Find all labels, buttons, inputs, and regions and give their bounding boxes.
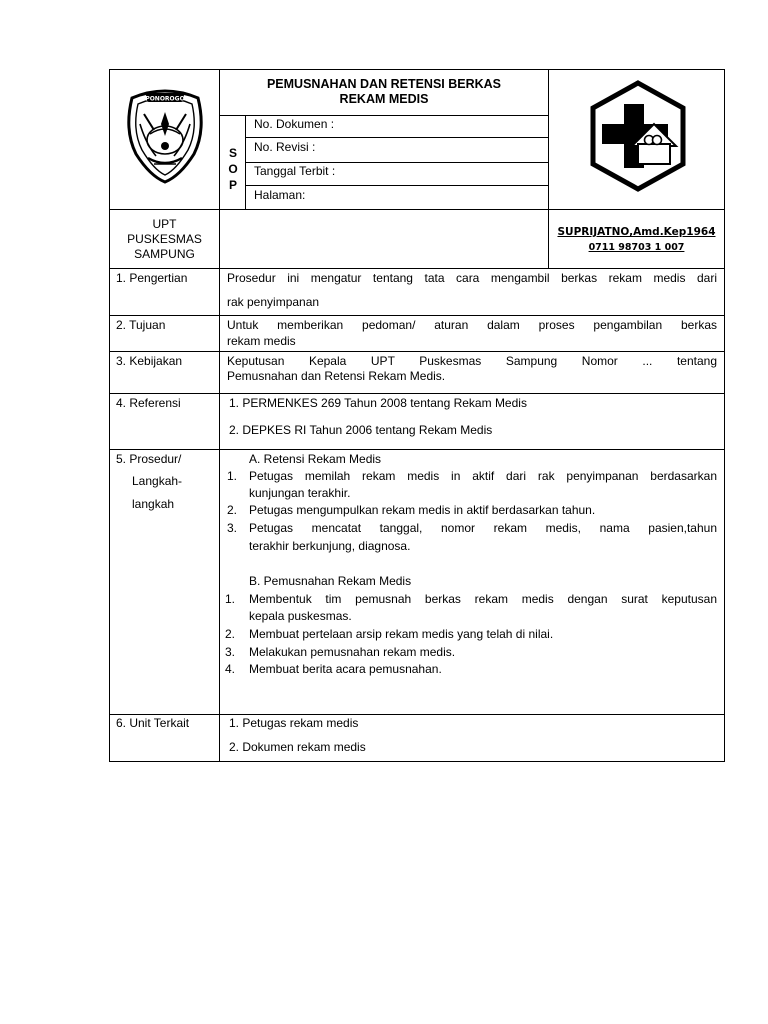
unit-item: 1. Petugas rekam medis <box>229 716 359 730</box>
label-referensi: 4. Referensi <box>116 396 181 410</box>
list-number: 2. <box>225 627 236 641</box>
list-number: 1. <box>225 592 236 606</box>
referensi-item: 2. DEPKES RI Tahun 2006 tentang Rekam Medis <box>229 423 493 437</box>
list-item-text: Membentuk tim pemusnah berkas rekam medis dengan surat keputusan <box>249 592 717 606</box>
field-divider <box>245 185 548 186</box>
org-name-line3: SAMPUNG <box>134 247 195 261</box>
ponorogo-seal-logo <box>120 84 210 184</box>
list-number: 4. <box>225 662 236 676</box>
sop-letter-s: S <box>228 146 237 160</box>
row-divider <box>109 714 725 715</box>
label-tujuan: 2. Tujuan <box>116 318 166 332</box>
row-divider <box>109 315 725 316</box>
tujuan-text: Untuk memberikan pedoman/ aturan dalam proses pengambilan berkas <box>227 318 717 332</box>
label-prosedur: 5. Prosedur/ <box>116 452 182 466</box>
row-divider <box>109 351 725 352</box>
list-item-text: Petugas mengumpulkan rekam medis in aktif berdasarkan tahun. <box>249 503 596 517</box>
column-divider <box>548 69 549 269</box>
document-title: PEMUSNAHAN DAN RETENSI BERKAS <box>266 77 502 91</box>
org-name-line2: PUSKESMAS <box>127 232 202 246</box>
field-divider <box>245 162 548 163</box>
row-divider <box>109 393 725 394</box>
title-divider <box>219 115 548 116</box>
list-item-text: Petugas mencatat tanggal, nomor rekam medis, nama pasien,tahun <box>249 521 717 535</box>
field-tanggal-terbit: Tanggal Terbit : <box>254 164 336 178</box>
row-divider <box>109 209 725 210</box>
row-divider <box>109 449 725 450</box>
row-divider <box>109 268 725 269</box>
section-b-heading: B. Pemusnahan Rekam Medis <box>249 574 412 588</box>
field-divider <box>245 137 548 138</box>
sop-letter-p: P <box>228 178 237 192</box>
column-divider <box>219 69 220 762</box>
list-item-text: Petugas memilah rekam medis in aktif dari rak penyimpanan berdasarkan <box>249 469 717 483</box>
list-number: 2. <box>227 503 238 517</box>
list-item-text-cont: kunjungan terakhir. <box>249 486 351 500</box>
list-item-text: Membuat pertelaan arsip rekam medis yang telah di nilai. <box>249 627 554 641</box>
list-item-text: Melakukan pemusnahan rekam medis. <box>249 645 456 659</box>
list-number: 3. <box>225 645 236 659</box>
kebijakan-text-cont: Pemusnahan dan Retensi Rekam Medis. <box>227 369 446 383</box>
referensi-item: 1. PERMENKES 269 Tahun 2008 tentang Rekam Medis <box>229 396 527 410</box>
field-no-revisi: No. Revisi : <box>254 140 316 154</box>
document-title-line2: REKAM MEDIS <box>339 92 429 106</box>
list-item-text-cont: kepala puskesmas. <box>249 609 352 623</box>
list-item-text-cont: terakhir berkunjung, diagnosa. <box>249 539 411 553</box>
list-number: 1. <box>227 469 238 483</box>
label-kebijakan: 3. Kebijakan <box>116 354 183 368</box>
section-a-heading: A. Retensi Rekam Medis <box>249 452 382 466</box>
list-item-text: Membuat berita acara pemusnahan. <box>249 662 442 676</box>
unit-item: 2. Dokumen rekam medis <box>229 740 366 754</box>
puskesmas-emblem-logo <box>588 80 688 192</box>
org-name-line1: UPT <box>152 217 177 231</box>
signatory-name: SUPRIJATNO,Amd.Kep1964 <box>557 226 716 238</box>
label-prosedur-line2: Langkah- <box>132 474 183 488</box>
label-pengertian: 1. Pengertian <box>116 271 188 285</box>
kebijakan-text: Keputusan Kepala UPT Puskesmas Sampung Nomor ... tentang <box>227 354 717 368</box>
signatory-nip: 0711 98703 1 007 <box>588 242 685 253</box>
pengertian-text-cont: rak penyimpanan <box>227 295 320 309</box>
label-prosedur-line3: langkah <box>132 497 175 511</box>
label-unit-terkait: 6. Unit Terkait <box>116 716 190 730</box>
seal-banner-text: PONOROGO <box>145 95 185 103</box>
tujuan-text-cont: rekam medis <box>227 334 296 348</box>
pengertian-text: Prosedur ini mengatur tentang tata cara mengambil berkas rekam medis dari <box>227 271 717 285</box>
sop-letter-o: O <box>228 162 238 176</box>
field-no-dokumen: No. Dokumen : <box>254 117 335 131</box>
list-number: 3. <box>227 521 238 535</box>
field-halaman: Halaman: <box>254 188 306 202</box>
